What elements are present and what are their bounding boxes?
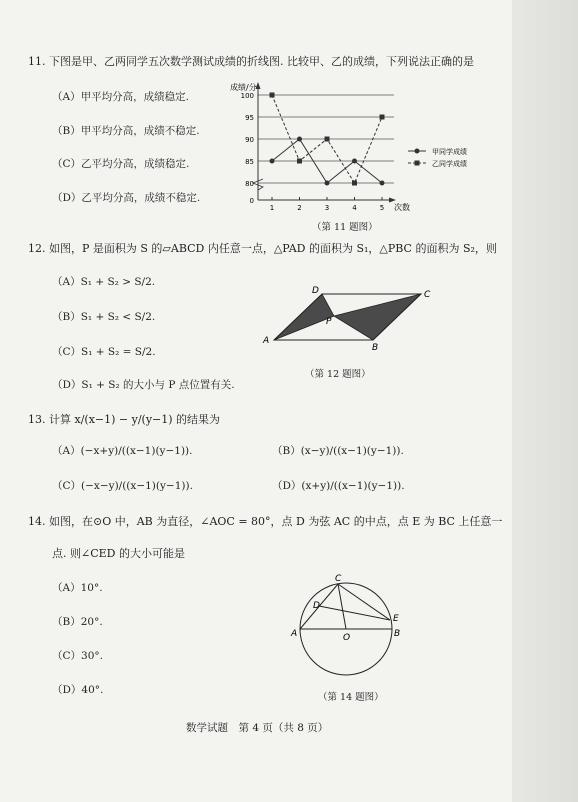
y-tick-label: 100 xyxy=(240,92,254,100)
triangle-pad xyxy=(274,294,334,340)
q11-option-b: （B）甲平均分高，成绩不稳定. xyxy=(52,125,200,137)
label-C: C xyxy=(424,290,431,300)
q11-stem: 11. 下图是甲、乙两同学五次数学测试成绩的折线图. 比较甲、乙的成绩，下列说法正确的是 xyxy=(28,55,474,68)
q14-circle-figure xyxy=(290,570,410,685)
q11-caption: （第 11 题图） xyxy=(312,222,378,233)
label-A: A xyxy=(263,336,270,346)
x-tick-label: 3 xyxy=(324,204,330,212)
label-B: B xyxy=(372,343,379,352)
q12-option-d: （D）S₁ + S₂ 的大小与 P 点位置有关. xyxy=(52,379,235,391)
label-D: D xyxy=(312,286,319,296)
q12-option-a: （A）S₁ + S₂ > S/2. xyxy=(52,276,156,288)
x-tick-label: 1 xyxy=(269,204,275,212)
q11-line-chart xyxy=(222,80,492,220)
label-B: B xyxy=(394,629,401,639)
y-tick-label: 80 xyxy=(245,180,254,188)
legend-marker-yi xyxy=(415,161,420,166)
x-tick-label: 5 xyxy=(379,204,385,212)
data-point-jia xyxy=(297,137,302,142)
legend-yi: 乙同学成绩 xyxy=(432,160,467,168)
q13-stem: 13. 计算 x/(x−1) − y/(y−1) 的结果为 xyxy=(28,413,221,426)
x-tick-label: 4 xyxy=(352,204,357,212)
q13-option-d: （D）(x+y)/((x−1)(y−1)). xyxy=(272,480,405,492)
data-point-yi xyxy=(270,93,275,98)
label-D: D xyxy=(313,601,320,611)
q14-option-b: （B）20°. xyxy=(52,616,103,628)
chart-xlabel: 次数 xyxy=(394,203,410,212)
data-point-jia xyxy=(325,181,330,186)
label-C: C xyxy=(335,574,342,584)
data-point-jia xyxy=(380,181,385,186)
q14-option-d: （D）40°. xyxy=(52,684,104,696)
q14-stem-line2: 点. 则∠CED 的大小可能是 xyxy=(52,547,185,560)
data-point-yi xyxy=(380,115,385,120)
radius-oc xyxy=(338,584,346,629)
label-P: P xyxy=(326,317,332,327)
q13-option-a: （A）(−x+y)/((x−1)(y−1)). xyxy=(52,445,193,457)
triangle-pbc xyxy=(334,294,421,340)
x-tick-label: 2 xyxy=(297,204,302,212)
legend-jia: 甲同学成绩 xyxy=(432,148,467,156)
y-tick-label: 90 xyxy=(245,136,254,144)
y-tick-label: 95 xyxy=(245,114,254,122)
page-edge-shadow xyxy=(512,0,578,802)
q11-option-c: （C）乙平均分高，成绩稳定. xyxy=(52,158,190,170)
q12-parallelogram-figure xyxy=(258,282,448,352)
data-point-yi xyxy=(297,159,302,164)
label-E: E xyxy=(393,614,399,624)
data-point-yi xyxy=(352,181,357,186)
q12-option-b: （B）S₁ + S₂ < S/2. xyxy=(52,311,156,323)
q14-option-a: （A）10°. xyxy=(52,582,103,594)
q14-caption: （第 14 题图） xyxy=(318,692,384,703)
q12-stem: 12. 如图，P 是面积为 S 的▱ABCD 内任意一点，△PAD 的面积为 S₁，△PBC 的面积为 S₂，则 xyxy=(28,242,497,255)
q13-option-c: （C）(−x−y)/((x−1)(y−1)). xyxy=(52,480,193,492)
q14-option-c: （C）30°. xyxy=(52,650,103,662)
q13-option-b: （B）(x−y)/((x−1)(y−1)). xyxy=(272,445,404,457)
q14-stem-line1: 14. 如图，在⊙O 中，AB 为直径，∠AOC = 80°，点 D 为弦 AC 的中点，点 E 为 BC 上任意一 xyxy=(28,515,503,528)
data-point-jia xyxy=(270,159,275,164)
q11-option-d: （D）乙平均分高，成绩不稳定. xyxy=(52,192,201,204)
y-tick-label: 85 xyxy=(245,158,254,166)
label-O: O xyxy=(343,633,351,643)
chart-ylabel: 成绩/分 xyxy=(230,83,257,92)
q11-option-a: （A）甲平均分高，成绩稳定. xyxy=(52,91,189,103)
label-A: A xyxy=(291,629,298,639)
chart-legend xyxy=(408,147,467,168)
data-point-yi xyxy=(325,137,330,142)
data-point-jia xyxy=(352,159,357,164)
q12-caption: （第 12 题图） xyxy=(305,369,371,380)
q12-option-c: （C）S₁ + S₂ = S/2. xyxy=(52,346,156,358)
page-footer: 数学试题 第 4 页（共 8 页） xyxy=(186,722,329,734)
y-tick-label: 0 xyxy=(249,197,254,205)
legend-marker-jia xyxy=(415,149,420,154)
